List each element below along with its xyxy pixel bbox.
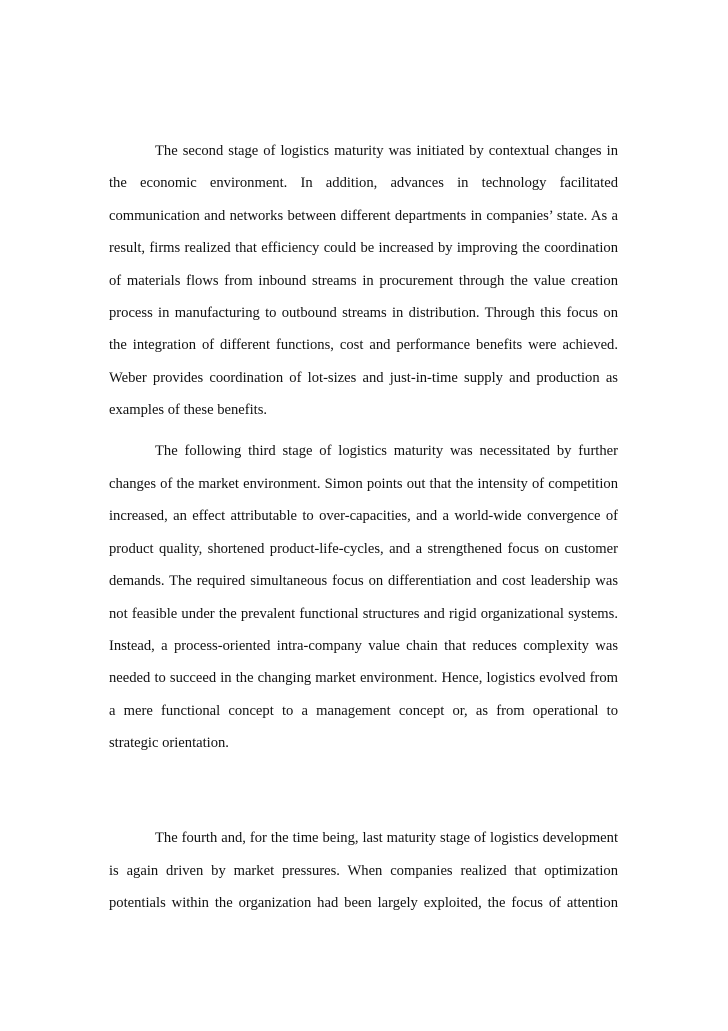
paragraph-1-line-1: The second stage of logistics maturity was initiated by contextual changes in	[155, 143, 618, 159]
paragraph-2-line-1: The following third stage of logistics maturity was necessitated by further	[155, 443, 618, 459]
paragraph-2-line-5: demands. The required simultaneous focus on differentiation and cost leadership was	[109, 573, 618, 589]
paragraph-1-line-8: Weber provides coordination of lot-sizes and just-in-time supply and production as	[109, 370, 618, 386]
paragraph-1-line-7: the integration of different functions, cost and performance benefits were achieved.	[109, 337, 618, 353]
paragraph-2-line-7: Instead, a process-oriented intra-company value chain that reduces complexity was	[109, 638, 618, 654]
paragraph-2-line-9: a mere functional concept to a management concept or, as from operational to	[109, 703, 618, 719]
paragraph-3-line-3: potentials within the organization had been largely exploited, the focus of attention	[109, 895, 618, 911]
paragraph-2-line-8: needed to succeed in the changing market environment. Hence, logistics evolved from	[109, 670, 618, 686]
paragraph-3-line-1: The fourth and, for the time being, last maturity stage of logistics development	[155, 830, 618, 846]
paragraph-1-line-2: the economic environment. In addition, advances in technology facilitated	[109, 175, 618, 191]
paragraph-2-line-2: changes of the market environment. Simon points out that the intensity of competition	[109, 476, 618, 492]
paragraph-1-line-9: examples of these benefits.	[109, 402, 268, 418]
paragraph-2-line-4: product quality, shortened product-life-cycles, and a strengthened focus on customer	[109, 541, 618, 557]
paragraph-2-line-3: increased, an effect attributable to over-capacities, and a world-wide convergence of	[109, 508, 618, 524]
paragraph-3-line-2: is again driven by market pressures. When companies realized that optimization	[109, 863, 618, 879]
paragraph-2-line-10: strategic orientation.	[109, 735, 229, 751]
paragraph-1-line-5: of materials flows from inbound streams in procurement through the value creation	[109, 273, 618, 289]
paragraph-1-line-3: communication and networks between different departments in companies’ state. As a	[109, 208, 618, 224]
paragraph-2-line-6: not feasible under the prevalent functional structures and rigid organizational systems.	[109, 606, 618, 622]
paragraph-1-line-6: process in manufacturing to outbound streams in distribution. Through this focus on	[109, 305, 618, 321]
paragraph-1-line-4: result, firms realized that efficiency could be increased by improving the coordination	[109, 240, 618, 256]
